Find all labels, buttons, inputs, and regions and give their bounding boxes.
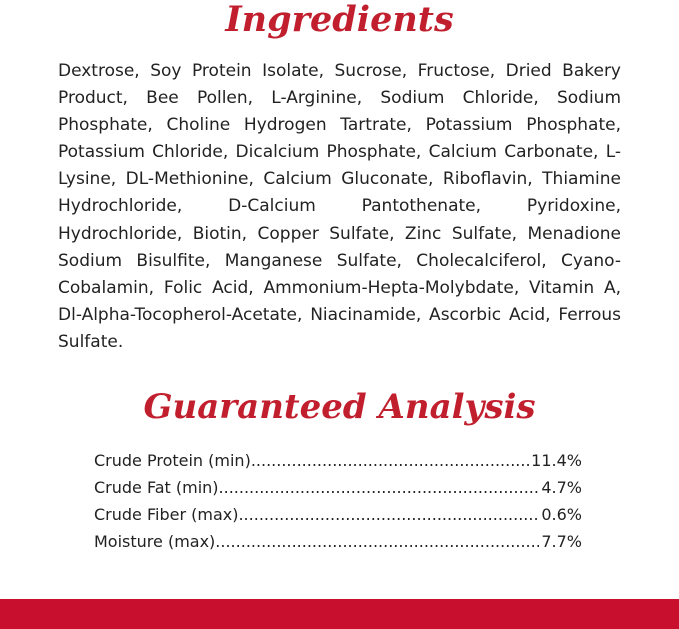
analysis-row-crude-protein bbox=[94, 447, 582, 474]
analysis-label: Crude Fiber (max) bbox=[94, 505, 239, 524]
analysis-label: Crude Protein (min) bbox=[94, 451, 251, 470]
analysis-value: 4.7% bbox=[541, 478, 582, 497]
guaranteed-analysis-heading: Guaranteed Analysis bbox=[143, 387, 536, 427]
analysis-row-crude-fiber bbox=[94, 501, 582, 528]
analysis-value: 0.6% bbox=[541, 505, 582, 524]
analysis-label: Crude Fat (min) bbox=[94, 478, 219, 497]
dot-leader bbox=[215, 528, 539, 555]
footer-color-bar bbox=[0, 599, 679, 629]
dot-leader bbox=[219, 474, 540, 501]
analysis-value: 7.7% bbox=[541, 532, 582, 551]
ingredients-list: Dextrose, Soy Protein Isolate, Sucrose, Fructose, Dried Bakery Product, Bee Pollen, L-Arginine, Sodium Chloride, Sodium Phosphate, Choline Hydrogen Tartrate, Potassium Phosphate, Potassium Chloride, Dicalcium Phosphate, Calcium Carbonate, L-Lysine, DL-Methionine, Calcium Gluconate, Riboflavin, Thiamine Hydrochloride, D-Calcium Pantothenate, Pyridoxine, Hydrochloride, Biotin, Copper Sulfate, Zinc Sulfate, Menadione Sodium Bisulfite, Manganese Sulfate, Cholecalciferol, Cyano-Cobalamin, Folic Acid, Ammonium-Hepta-Molybdate, Vitamin A, Dl-Alpha-Tocopherol-Acetate, Niacinamide, Ascorbic Acid, Ferrous Sulfate. bbox=[58, 61, 621, 352]
dot-leader bbox=[251, 447, 529, 474]
dot-leader bbox=[238, 501, 539, 528]
guaranteed-analysis-table bbox=[94, 447, 582, 555]
analysis-row-moisture bbox=[94, 528, 582, 555]
analysis-value: 11.4% bbox=[531, 451, 582, 470]
analysis-label: Moisture (max) bbox=[94, 532, 216, 551]
analysis-row-crude-fat bbox=[94, 474, 582, 501]
ingredients-heading: Ingredients bbox=[225, 0, 454, 40]
